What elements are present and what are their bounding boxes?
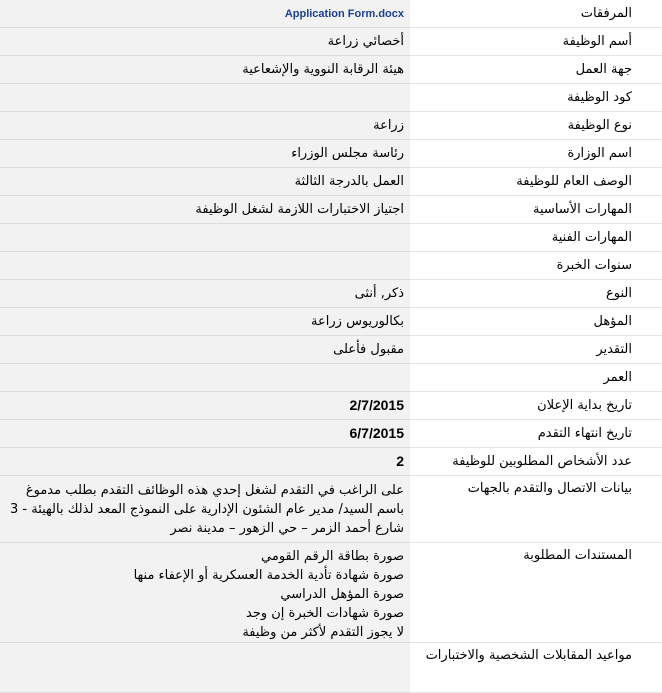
value-end-date: 6/7/2015 [0,420,410,448]
row-headcount [0,448,662,476]
row-job-name [0,28,662,56]
row-employer [0,56,662,84]
label-contact: بيانات الاتصال والتقدم بالجهات [410,476,662,543]
value-documents [0,543,410,643]
value-age [0,364,410,392]
value-headcount: 2 [0,448,410,476]
value-gender: ذكر, أنثى [0,280,410,308]
label-basic-skills: المهارات الأساسية [410,196,662,224]
row-attachments [0,0,662,28]
label-ministry: اسم الوزارة [410,140,662,168]
label-job-type: نوع الوظيفة [410,112,662,140]
value-description: العمل بالدرجة الثالثة [0,168,410,196]
label-job-code: كود الوظيفة [410,84,662,112]
row-job-code [0,84,662,112]
value-attachments [0,0,410,28]
row-gender [0,280,662,308]
label-interviews: مواعيد المقابلات الشخصية والاختبارات [410,643,662,693]
label-job-name: أسم الوظيفة [410,28,662,56]
label-grade: التقدير [410,336,662,364]
value-technical-skills [0,224,410,252]
label-headcount: عدد الأشخاص المطلوبين للوظيفة [410,448,662,476]
label-attachments: المرفقات [410,0,662,28]
label-description: الوصف العام للوظيفة [410,168,662,196]
label-experience: سنوات الخبرة [410,252,662,280]
label-age: العمر [410,364,662,392]
document-item: صورة شهادة تأدية الخدمة العسكرية أو الإعفاء منها [133,568,404,583]
value-basic-skills: اجتياز الاختبارات اللازمة لشغل الوظيفة [0,196,410,224]
label-start-date: تاريخ بداية الإعلان [410,392,662,420]
label-employer: جهة العمل [410,56,662,84]
row-description [0,168,662,196]
row-start-date [0,392,662,420]
row-ministry [0,140,662,168]
row-interviews [0,643,662,693]
row-grade [0,336,662,364]
value-job-type: زراعة [0,112,410,140]
document-item: صورة شهادات الخبرة إن وجد [245,606,404,621]
value-contact: على الراغب في التقدم لشغل إحدي هذه الوظائف التقدم بطلب مدموغ باسم السيد/ مدير عام الشئون الإدارية على النموذج المعد لذلك بالهيئة - 3 شارع أحمد الزمر – حي الزهور – مدينة نصر [0,476,410,543]
value-interviews [0,643,410,693]
value-start-date: 2/7/2015 [0,392,410,420]
row-basic-skills [0,196,662,224]
label-end-date: تاريخ انتهاء التقدم [410,420,662,448]
value-grade: مقبول فأعلى [0,336,410,364]
value-ministry: رئاسة مجلس الوزراء [0,140,410,168]
row-technical-skills [0,224,662,252]
value-experience [0,252,410,280]
label-gender: النوع [410,280,662,308]
row-contact [0,476,662,543]
row-experience [0,252,662,280]
label-documents: المستندات المطلوبة [410,543,662,643]
label-qualification: المؤهل [410,308,662,336]
row-end-date [0,420,662,448]
value-employer: هيئة الرقابة النووية والإشعاعية [0,56,410,84]
label-technical-skills: المهارات الفنية [410,224,662,252]
row-qualification [0,308,662,336]
document-item: لا يجوز التقدم لأكثر من وظيفة [242,625,404,640]
value-qualification: بكالوريوس زراعة [0,308,410,336]
row-age [0,364,662,392]
attachment-link[interactable]: Application Form.docx [284,7,404,20]
document-item: صورة المؤهل الدراسي [280,587,404,602]
value-job-name: أخصائي زراعة [0,28,410,56]
document-item: صورة بطاقة الرقم القومي [261,549,404,564]
row-documents [0,543,662,643]
row-job-type [0,112,662,140]
value-job-code [0,84,410,112]
